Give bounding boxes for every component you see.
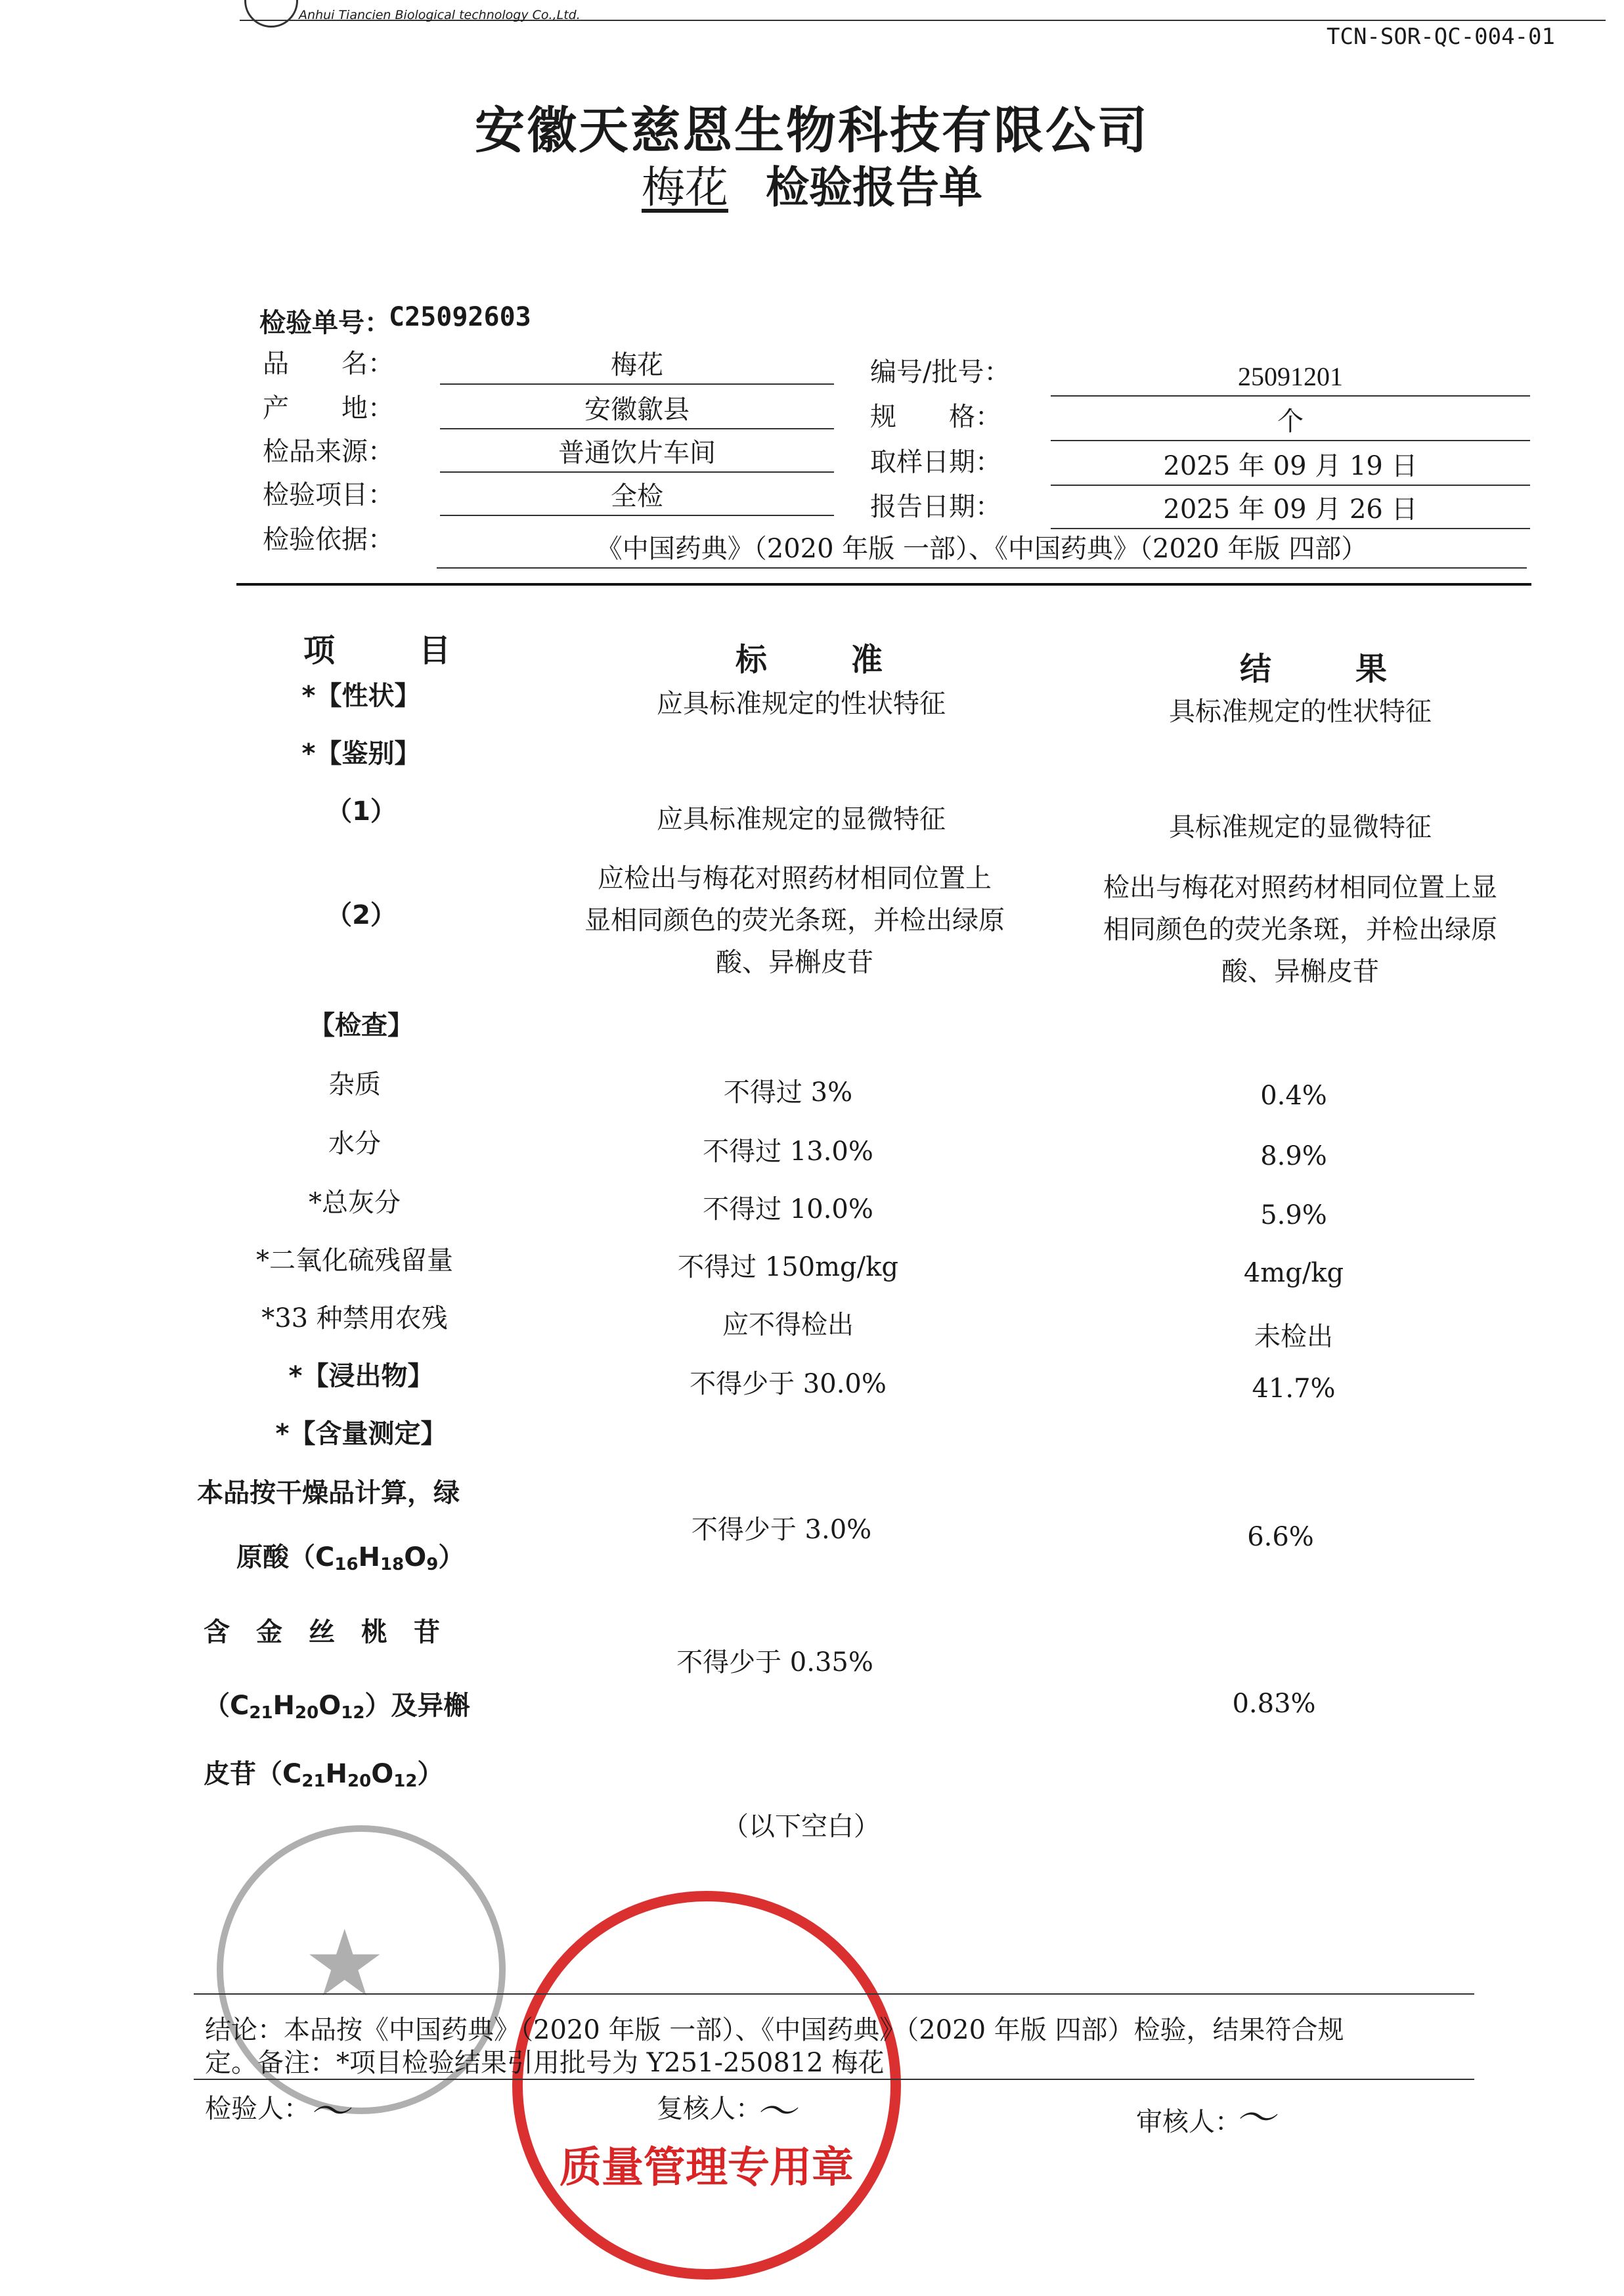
report-date-value: 2025 年 09 月 26 日 [1051,491,1530,529]
row-item-hyperoside-line2: $(C_{21}H_{20}O_{12})$及异槲 [204,1691,470,1723]
footer-rule-2 [194,2079,1474,2080]
seal-star-icon: ★ [303,1911,386,2018]
standard-line: 应检出与梅花对照药材相同位置上 [598,863,992,894]
row-standard-hyperoside: 不得少于 0.35% [676,1647,873,1678]
test-item-value: 全检 [440,478,834,516]
name-label: 品 名： [263,349,394,379]
spec-value: 个 [1051,403,1530,441]
test-item-label: 检验项目： [263,480,394,510]
report-date-label: 报告日期： [870,492,1001,522]
row-standard-identification-1: 应具标准规定的显微特征 [657,804,946,834]
info-separator [236,583,1531,586]
row-standard-sulfur-dioxide: 不得过 150mg/kg [678,1252,898,1282]
spec-label: 规 格： [870,402,1001,432]
batch-label: 编号/批号： [870,357,1011,387]
basis-label: 检验依据： [263,525,394,555]
origin-label: 产 地： [263,393,394,423]
row-item-chlorogenic-line2: 原酸$(C_{16}H_{18}O_9)$ [236,1542,465,1574]
col-header-item: 项 目 [303,632,477,669]
title-report-text: 检验报告单 [765,162,982,213]
footer-rule [194,1993,1474,1995]
result-line: 检出与梅花对照药材相同位置上显 [1103,873,1497,903]
row-item-identification: *【鉴别】 [301,739,421,769]
row-item-moisture: 水分 [328,1129,381,1159]
company-name: 安徽天慈恩生物科技有限公司 [475,101,1149,160]
company-english-name: Anhui Tiancien Biological technology Co.,Ltd. [299,8,581,22]
chlorogenic-prefix: 原酸（C [236,1542,335,1572]
report-no-value: C25092603 [389,302,531,332]
row-item-assay: *【含量测定】 [275,1419,447,1449]
standard-line: 酸、异槲皮苷 [716,947,873,978]
row-result-chlorogenic: 6.6% [1247,1522,1314,1552]
row-item-appearance: *【性状】 [301,681,421,711]
blank-note: （以下空白） [722,1811,880,1842]
inspector-label: 检验人： [205,2094,310,2124]
quality-seal-text: 质量管理专用章 [560,2144,854,2192]
conclusion-line2: 定。备注：*项目检验结果引用批号为 Y251-250812 梅花 [205,2048,885,2078]
batch-value: 25091201 [1051,358,1530,397]
row-standard-pesticide-residue: 应不得检出 [722,1310,854,1340]
row-item-hyperoside-line1: 含 金 丝 桃 苷 [204,1617,440,1647]
basis-value: 《中国药典》（2020 年版 一部）、《中国药典》（2020 年版 四部） [437,531,1527,569]
row-standard-identification-2 [545,857,1044,984]
reviewer-signature: 〜 [755,2087,797,2135]
row-item-identification-1: （1） [326,796,397,827]
row-item-sulfur-dioxide: *二氧化硫残留量 [256,1245,453,1276]
company-logo-icon [244,0,298,28]
row-result-identification-1: 具标准规定的显微特征 [1169,812,1432,842]
row-standard-extract: 不得少于 30.0% [690,1369,887,1399]
row-standard-chlorogenic: 不得少于 3.0% [691,1515,872,1545]
row-result-impurity: 0.4% [1260,1081,1327,1111]
report-title [0,152,1624,215]
title-product-name: 梅花 [642,162,728,213]
sampling-date-label: 取样日期： [870,447,1001,477]
row-standard-total-ash: 不得过 10.0% [703,1194,873,1224]
row-standard-appearance: 应具标准规定的性状特征 [657,689,946,719]
source-value: 普通饮片车间 [440,435,834,473]
row-item-identification-2: （2） [326,900,397,930]
sampling-date-value: 2025 年 09 月 19 日 [1051,448,1530,486]
source-label: 检品来源： [263,437,394,467]
row-item-inspection: 【检查】 [309,1010,414,1041]
quality-seal-stamp [512,1891,901,2280]
row-item-pesticide-residue: *33 种禁用农残 [261,1303,448,1333]
row-result-appearance: 具标准规定的性状特征 [1169,697,1432,727]
reviewer-label: 复核人： [657,2094,762,2124]
report-no-label: 检验单号： [259,308,391,338]
row-result-identification-2 [1057,867,1543,993]
result-line: 酸、异槲皮苷 [1221,957,1379,987]
col-header-standard: 标 准 [735,641,910,678]
row-result-extract: 41.7% [1252,1374,1336,1404]
col-header-result: 结 果 [1240,651,1414,687]
row-item-chlorogenic-line1: 本品按干燥品计算，绿 [197,1478,460,1508]
result-line: 相同颜色的荧光条斑，并检出绿原 [1103,915,1497,945]
origin-value: 安徽歙县 [440,391,834,429]
inspector-signature: 〜 [309,2087,350,2135]
row-standard-moisture: 不得过 13.0% [703,1137,873,1167]
row-item-total-ash: *总灰分 [309,1188,401,1218]
row-item-hyperoside-line3: 皮苷$(C_{21}H_{20}O_{12})$ [204,1759,444,1791]
standard-line: 显相同颜色的荧光条斑，并检出绿原 [584,905,1005,936]
approver-signature: 〜 [1235,2094,1276,2142]
conclusion-line1: 结论：本品按《中国药典》（2020 年版 一部）、《中国药典》（2020 年版 四部）检验，结果符合规 [205,2015,1344,2045]
row-item-impurity: 杂质 [328,1070,381,1100]
row-result-hyperoside: 0.83% [1232,1689,1316,1719]
row-standard-impurity: 不得过 3% [723,1077,853,1108]
row-result-sulfur-dioxide: 4mg/kg [1243,1258,1344,1288]
name-value: 梅花 [440,347,834,385]
row-result-total-ash: 5.9% [1260,1200,1327,1230]
document-code: TCN-SOR-QC-004-01 [1327,24,1555,50]
row-item-extract: *【浸出物】 [288,1361,434,1391]
approver-label: 审核人： [1136,2107,1241,2137]
row-result-moisture: 8.9% [1260,1141,1327,1171]
row-result-pesticide-residue: 未检出 [1254,1322,1333,1352]
